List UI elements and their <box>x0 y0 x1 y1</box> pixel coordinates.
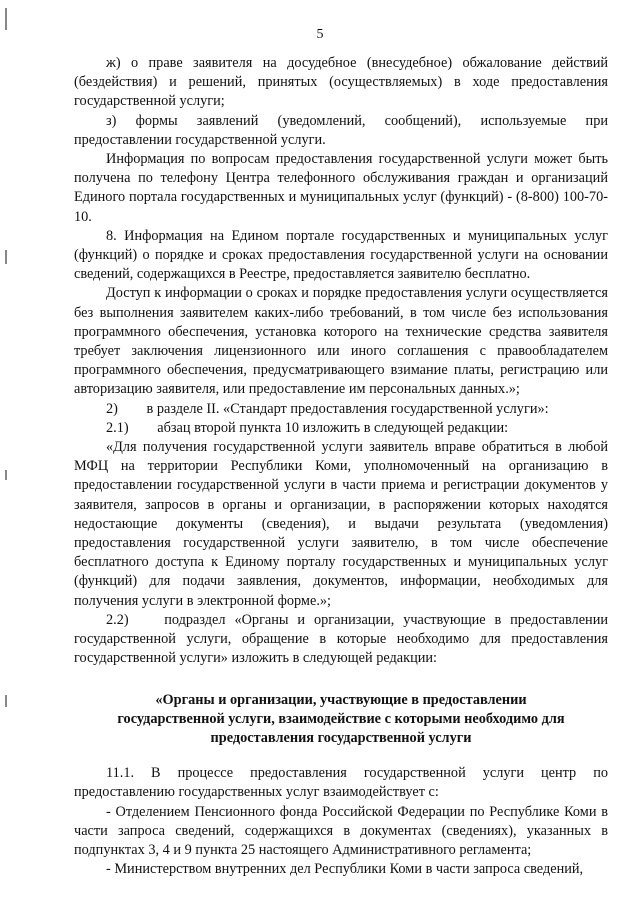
scan-margin-mark <box>5 695 7 707</box>
scan-margin-mark <box>5 470 7 480</box>
scan-margin-mark <box>5 250 7 264</box>
paragraph: 11.1. В процессе предоставления государственной услуги центр по предоставлению государственных услуг взаимодействует с: <box>74 765 608 801</box>
paragraph: 2) в разделе II. «Стандарт предоставления государственной услуги»: <box>106 400 549 417</box>
paragraph: - Министерством внутренних дел Республики Коми в части запроса сведений, <box>106 861 584 878</box>
paragraph: 2.1) абзац второй пункта 10 изложить в следующей редакции: <box>106 419 509 436</box>
heading-line: «Органы и организации, участвующие в предоставлении <box>155 691 527 708</box>
paragraph: 2.2) подраздел «Органы и организации, участвующие в предоставлении государственной услуги, обращение в которые необходимо для предоставления государственной услуги» изложить в следующей редакции: <box>74 611 612 667</box>
paragraph: ж) о праве заявителя на досудебное (внесудебное) обжалование действий (бездействия) и решений, принятых (осуществляемых) в ходе предоставления государственной услуги; <box>74 55 608 110</box>
paragraph: - Отделением Пенсионного фонда Российской Федерации по Республике Коми в части запроса сведений, содержащихся в документах (сведениях), указанных в подпунктах 3, 4 и 9 пункта 25 настоящего Административного регламента; <box>74 803 608 858</box>
paragraph: Доступ к информации о сроках и порядке предоставления услуги осуществляется без выполнения заявителем каких-либо требований, в том числе без использования программного обеспечения, установка которого на технические средства заявителя требует заключения лицензионного или иного соглашения с правообладателем программного обеспечения, предусматривающего взимание платы, регистрацию или авторизацию заявителя, или предоставление им персональных данных.»; <box>74 285 608 398</box>
heading-line: предоставления государственной услуги <box>210 729 472 746</box>
section-heading <box>74 691 608 749</box>
heading-line: государственной услуги, взаимодействие с которыми необходимо для <box>117 710 565 727</box>
paragraph: з) формы заявлений (уведомлений, сообщений), используемые при предоставлении государственной услуги. <box>74 112 608 148</box>
paragraph: «Для получения государственной услуги заявитель вправе обратиться в любой МФЦ на территории Республики Коми, уполномоченный на организацию в предоставлении государственной услуги в части приема и регистрации документов у заявителя, запросов в органы и организации, в распоряжении которых находятся недостающие документы (сведения), и выдачи результата (уведомления) предоставления государственной услуги заявителю, в том числе обеспечение бесплатного доступа к Единому порталу государственных и муниципальных услуг (функций) для подачи заявления, документов, информации, необходимых для получения услуги в электронной форме.»; <box>74 439 608 609</box>
page-number: 5 <box>316 27 324 42</box>
paragraph: 8. Информация на Едином портале государственных и муниципальных услуг (функций) о порядке и сроках предоставления государственной услуги на основании сведений, содержащихся в Реестре, предоставляется заявителю бесплатно. <box>74 227 608 283</box>
paragraph: Информация по вопросам предоставления государственной услуги может быть получена по телефону Центра телефонного обслуживания граждан и организаций Единого портала государственных и муниципальных услуг (функций) - (8-800) 100-70-10. <box>74 151 608 225</box>
document-body <box>74 54 612 879</box>
